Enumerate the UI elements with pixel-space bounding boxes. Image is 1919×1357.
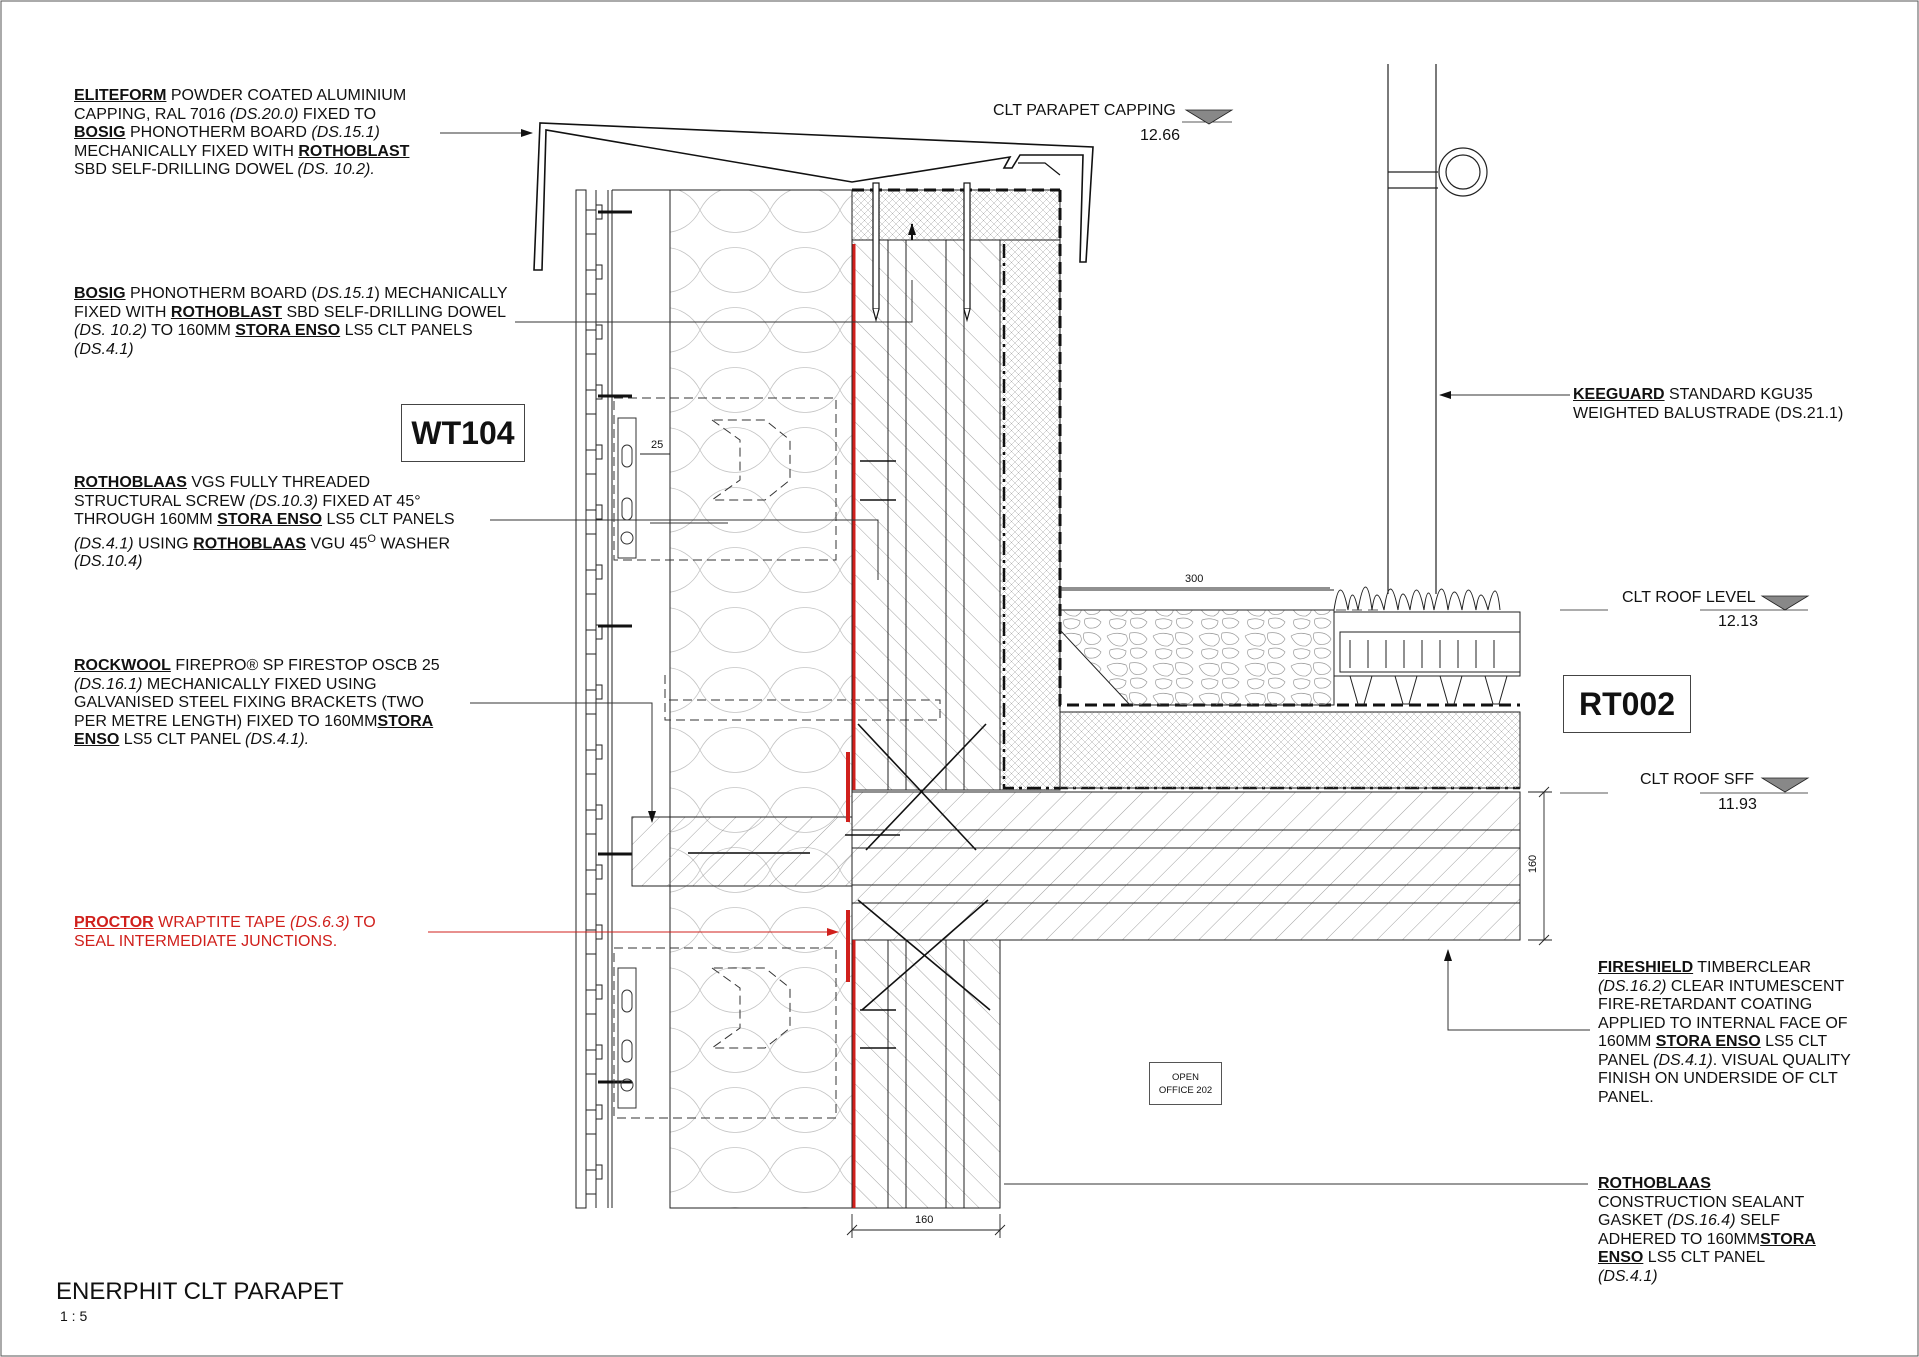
wall-type-tag: WT104 [401,404,525,462]
roof-membrane [1004,244,1520,788]
note-tape: PROCTOR WRAPTITE TAPE (DS.6.3) TO SEAL INTERMEDIATE JUNCTIONS. [74,914,376,950]
balustrade [1388,64,1487,594]
gravel-margin [1060,610,1334,705]
insulation [670,190,852,1208]
level-roof-label: CLT ROOF LEVEL [1622,589,1756,606]
roof-type-tag: RT002 [1563,675,1691,733]
roof-insulation [1060,712,1520,788]
note-capping: ELITEFORM POWDER COATED ALUMINIUM CAPPING, RAL 7016 (DS.20.0) FIXED TO BOSIG PHONOTHERM BOARD (DS.15.1) MECHANICALLY FIXED WITH ROTHOBLAST SBD SELF-DRILLING DOWEL (DS. 10.2). [74,87,410,178]
green-roof [1334,587,1520,704]
note-gasket: ROTHOBLAAS CONSTRUCTION SEALANT GASKET (DS.16.4) SELF ADHERED TO 160MMSTORA ENSO LS5 CLT PANEL (DS.4.1) [1598,1175,1816,1285]
brand-eliteform: ELITEFORM [74,87,167,104]
note-firestop: ROCKWOOL FIREPRO® SP FIRESTOP OSCB 25 (DS.16.1) MECHANICALLY FIXED USING GALVANISED STEEL FIXING BRACKETS (TWO PER METRE LENGTH) FIXED TO 160MMSTORA ENSO LS5 CLT PANEL (DS.4.1). [74,657,440,748]
drawing-title: ENERPHIT CLT PARAPET [56,1278,344,1305]
dim-slab-thickness: 160 [1527,854,1540,874]
level-parapet-value: 12.66 [1140,127,1181,144]
cladding-rail [576,190,612,1208]
dim-upstand: 300 [1185,573,1204,585]
level-sff-label: CLT ROOF SFF [1640,771,1755,788]
room-tag: OPEN OFFICE 202 [1149,1062,1222,1105]
level-sff-value: 11.93 [1718,796,1757,813]
note-board: BOSIG PHONOTHERM BOARD (DS.15.1) MECHANICALLY FIXED WITH ROTHOBLAST SBD SELF-DRILLING DOWEL (DS. 10.2) TO 160MM STORA ENSO LS5 CLT PANELS (DS.4.1) [74,285,508,358]
note-screw: ROTHOBLAAS VGS FULLY THREADED STRUCTURAL SCREW (DS.10.3) FIXED AT 45° THROUGH 160MM STORA ENSO LS5 CLT PANELS (DS.4.1) USING ROTHOBLAAS VGU $45^O$ WASHER (DS.10.4) [74,474,455,571]
firestop-block [632,817,852,886]
upstand-insulation [1000,240,1060,790]
rail-screws [598,212,632,1082]
level-roof-value: 12.13 [1718,613,1759,630]
clt-roof-slab [852,792,1520,940]
dim-bracket: 25 [651,439,664,451]
drawing-scale: 1 : 5 [60,1308,88,1324]
note-balustrade: KEEGUARD STANDARD KGU35 WEIGHTED BALUSTRADE (DS.21.1) [1573,386,1844,422]
dim-wall-thickness: 160 [915,1214,934,1226]
note-fireshield: FIRESHIELD TIMBERCLEAR (DS.16.2) CLEAR INTUMESCENT FIRE-RETARDANT COATING APPLIED TO INTERNAL FACE OF 160MM STORA ENSO LS5 CLT PANEL (DS.4.1). VISUAL QUALITY FINISH ON UNDERSIDE OF CLT PANEL. [1598,959,1851,1106]
phonotherm-board [852,190,1060,240]
level-parapet-label: CLT PARAPET CAPPING [993,102,1176,119]
clt-wall-lower [852,940,1000,1208]
